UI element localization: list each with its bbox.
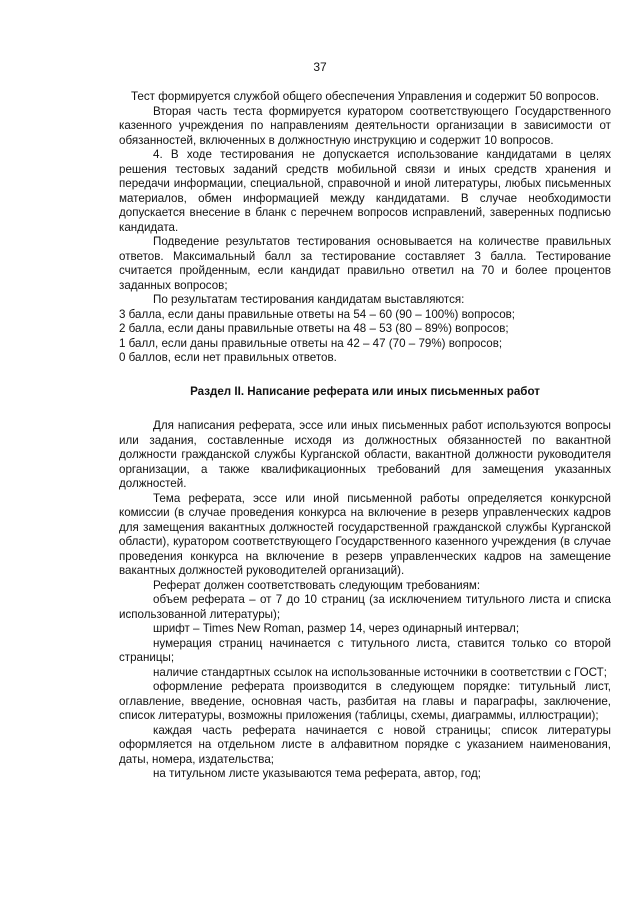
- paragraph: Для написания реферата, эссе или иных письменных работ используются вопросы или задания, составленные исходя из должностных обязанностей по вакантной должности гражданской службы Курганской области, вакантной должности руководителя организации, а также квалификационных требований для замещения указанных должностей.: [119, 419, 611, 490]
- paragraph: 4. В ходе тестирования не допускается использование кандидатами в целях решения тестовых заданий средств мобильной связи и иных средств хранения и передачи информации, специальной, справочной и иной литературы, любых письменных материалов, обмен информацией между кандидатами. В случае необходимости допускается внесение в бланк с перечнем вопросов исправлений, заверенных подписью кандидата.: [119, 148, 611, 234]
- requirement-item: шрифт – Times New Roman, размер 14, через одинарный интервал;: [153, 622, 520, 635]
- requirement-item: оформление реферата производится в следующем порядке: титульный лист, оглавление, введение, основная часть, разбитая на главы и параграфы, заключение, список литературы, возможны приложения (таблицы, схемы, диаграммы, иллюстрации);: [119, 680, 611, 722]
- requirement-item: наличие стандартных ссылок на использованные источники в соответствии с ГОСТ;: [153, 665, 607, 679]
- score-list: [119, 308, 611, 366]
- paragraph: Реферат должен соответствовать следующим требованиям:: [153, 578, 481, 592]
- requirement-item: каждая часть реферата начинается с новой страницы; список литературы оформляется на отдельном листе в алфавитном порядке с указанием наименования, даты, номера, издательства;: [119, 723, 611, 766]
- score-item: 0 баллов, если нет правильных ответов.: [119, 351, 337, 364]
- score-item: 3 балла, если даны правильные ответы на 54 – 60 (90 – 100%) вопросов;: [119, 307, 516, 321]
- paragraph: Тема реферата, эссе или иной письменной работы определяется конкурсной комиссии (в случае проведения конкурса на включение в резерв управленческих кадров для замещения вакантных должностей государственной гражданской службы Курганской области), куратором соответствующего Государственного казенного учреждения (в случае проведения конкурса на включение в резерв управленческих кадров на замещение вакантных должностей руководителей организаций).: [119, 491, 611, 577]
- paragraph: Подведение результатов тестирования основывается на количестве правильных ответов. Максимальный балл за тестирование составляет 3 балла. Тестирование считается пройденным, если кандидат правильно ответил на 70 и более процентов заданных вопросов;: [119, 235, 611, 292]
- paragraph: По результатам тестирования кандидатам выставляются:: [153, 293, 465, 306]
- score-item: 2 балла, если даны правильные ответы на 48 – 53 (80 – 89%) вопросов;: [119, 322, 509, 335]
- section-heading: Раздел II. Написание реферата или иных письменных работ: [190, 384, 540, 398]
- score-item: 1 балл, если даны правильные ответы на 42 – 47 (70 – 79%) вопросов;: [119, 336, 503, 350]
- requirement-item: нумерация страниц начинается с титульного листа, ставится только со второй страницы;: [119, 636, 611, 664]
- paragraph: Вторая часть теста формируется куратором соответствующего Государственного казенного учреждения по направлениям деятельности организации в зависимости от обязанностей, включенных в должностную инструкцию и содержит 10 вопросов.: [119, 104, 611, 147]
- requirement-item: на титульном листе указываются тема реферата, автор, год;: [153, 767, 481, 780]
- requirements-list: [119, 593, 611, 782]
- requirement-item: объем реферата – от 7 до 10 страниц (за исключением титульного листа и списка использованной литературы);: [119, 593, 611, 621]
- document-body: [119, 90, 611, 782]
- paragraph: Тест формируется службой общего обеспечения Управления и содержит 50 вопросов.: [131, 90, 600, 103]
- page-number: 37: [313, 60, 327, 74]
